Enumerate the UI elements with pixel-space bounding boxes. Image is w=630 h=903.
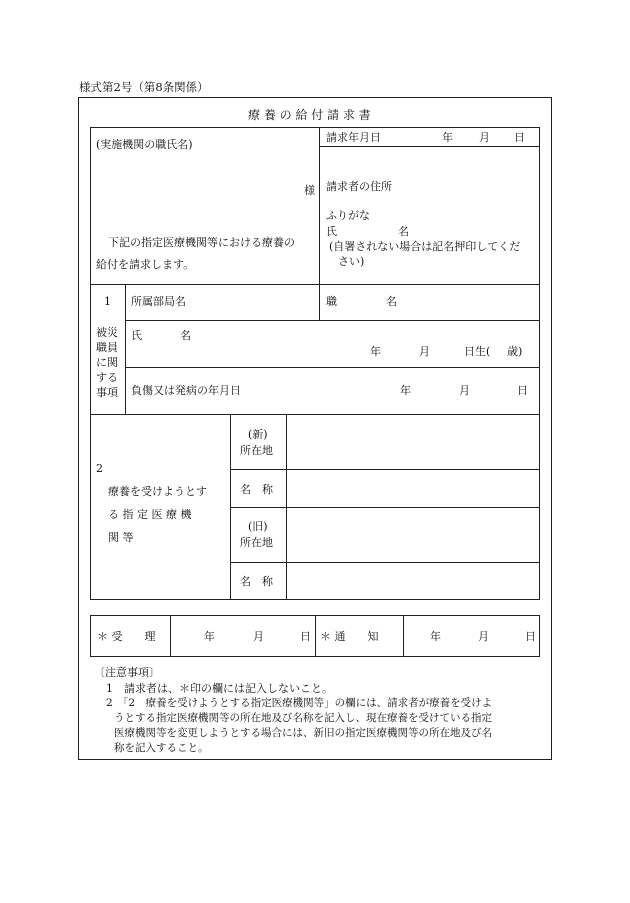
- form-number: 様式第2号（第8条関係）: [79, 80, 209, 94]
- address-label: 請求者の住所: [326, 180, 392, 193]
- birth-year: 年: [370, 345, 381, 358]
- new-location-label: 所在地: [240, 444, 273, 457]
- position-shoku: 職: [326, 295, 337, 308]
- claim-date-label: 請求年月日: [326, 131, 381, 144]
- section1-label-3: に関: [96, 356, 118, 369]
- request-text-line1: 下記の指定医療機関等における療養の: [108, 236, 295, 249]
- injury-month: 月: [459, 384, 470, 397]
- seal-note-line2: さい): [338, 255, 365, 268]
- birth-day: 日生(: [464, 345, 491, 358]
- injury-day: 日: [517, 384, 528, 397]
- new-name-label: 名 称: [240, 483, 273, 496]
- birth-month: 月: [419, 345, 430, 358]
- old-label: (旧): [248, 520, 268, 533]
- main-table: [90, 127, 540, 600]
- furigana-label: ふりがな: [326, 209, 370, 222]
- claimant-name-mei: 名: [398, 225, 409, 238]
- employee-name-mei: 名: [180, 329, 191, 342]
- section2-label-line3: 関 等: [108, 531, 134, 544]
- age: 歳): [507, 345, 523, 358]
- injury-year: 年: [400, 384, 411, 397]
- addressee-label: (実施機関の職氏名): [96, 138, 193, 151]
- note-2-line2: うとする指定医療機関等の所在地及び名称を記入し、現在療養を受けている指定: [114, 712, 492, 724]
- note-2-line4: 称を記入すること。: [114, 742, 209, 754]
- form-title: 療 養 の 給 付 請 求 書: [248, 108, 371, 122]
- notes-heading: 〔注意事項〕: [94, 666, 160, 679]
- section2-number: 2: [96, 462, 103, 475]
- department-label: 所属部局名: [131, 295, 186, 308]
- claim-day: 日: [514, 131, 525, 144]
- old-name-label: 名 称: [240, 575, 273, 588]
- section2-label-line2: る 指 定 医 療 機: [108, 508, 192, 521]
- old-location-label: 所在地: [240, 536, 273, 549]
- sama-suffix: 様: [304, 184, 315, 197]
- position-mei: 名: [386, 295, 397, 308]
- claim-month: 月: [479, 131, 490, 144]
- request-text-line2: 給付を請求します。: [96, 258, 195, 271]
- notice-label: ＊ 通 知: [320, 630, 379, 643]
- section1-label-4: する: [96, 371, 118, 384]
- notice-day: 日: [525, 630, 536, 643]
- note-1: 1 請求者は、＊印の欄には記入しないこと。: [106, 682, 333, 695]
- section1-label-1: 被災: [96, 326, 118, 339]
- receipt-day: 日: [300, 630, 311, 643]
- claim-year: 年: [442, 131, 453, 144]
- claimant-name-shi: 氏: [326, 225, 337, 238]
- employee-name-shi: 氏: [131, 329, 142, 342]
- seal-note-line1: (自署されない場合は記名押印してくだ: [329, 240, 521, 253]
- section1-number: 1: [104, 295, 111, 308]
- notice-year: 年: [430, 630, 441, 643]
- note-2-line3: 医療機関等を変更しようとする場合には、新旧の指定医療機関等の所在地及び名: [114, 727, 492, 739]
- new-label: (新): [248, 428, 268, 441]
- receipt-year: 年: [204, 630, 215, 643]
- note-2-line1: 2 「2 療養を受けようとする指定医療機関等」の欄には、請求者が療養を受けよ: [106, 697, 493, 709]
- injury-date-label: 負傷又は発病の年月日: [131, 384, 241, 397]
- notice-month: 月: [478, 630, 489, 643]
- section1-label-5: 事項: [96, 386, 118, 399]
- receipt-label: ＊ 受 理: [97, 630, 156, 643]
- section2-label-line1: 療養を受けようとす: [108, 485, 207, 498]
- section1-label-2: 職員: [96, 341, 118, 354]
- receipt-month: 月: [253, 630, 264, 643]
